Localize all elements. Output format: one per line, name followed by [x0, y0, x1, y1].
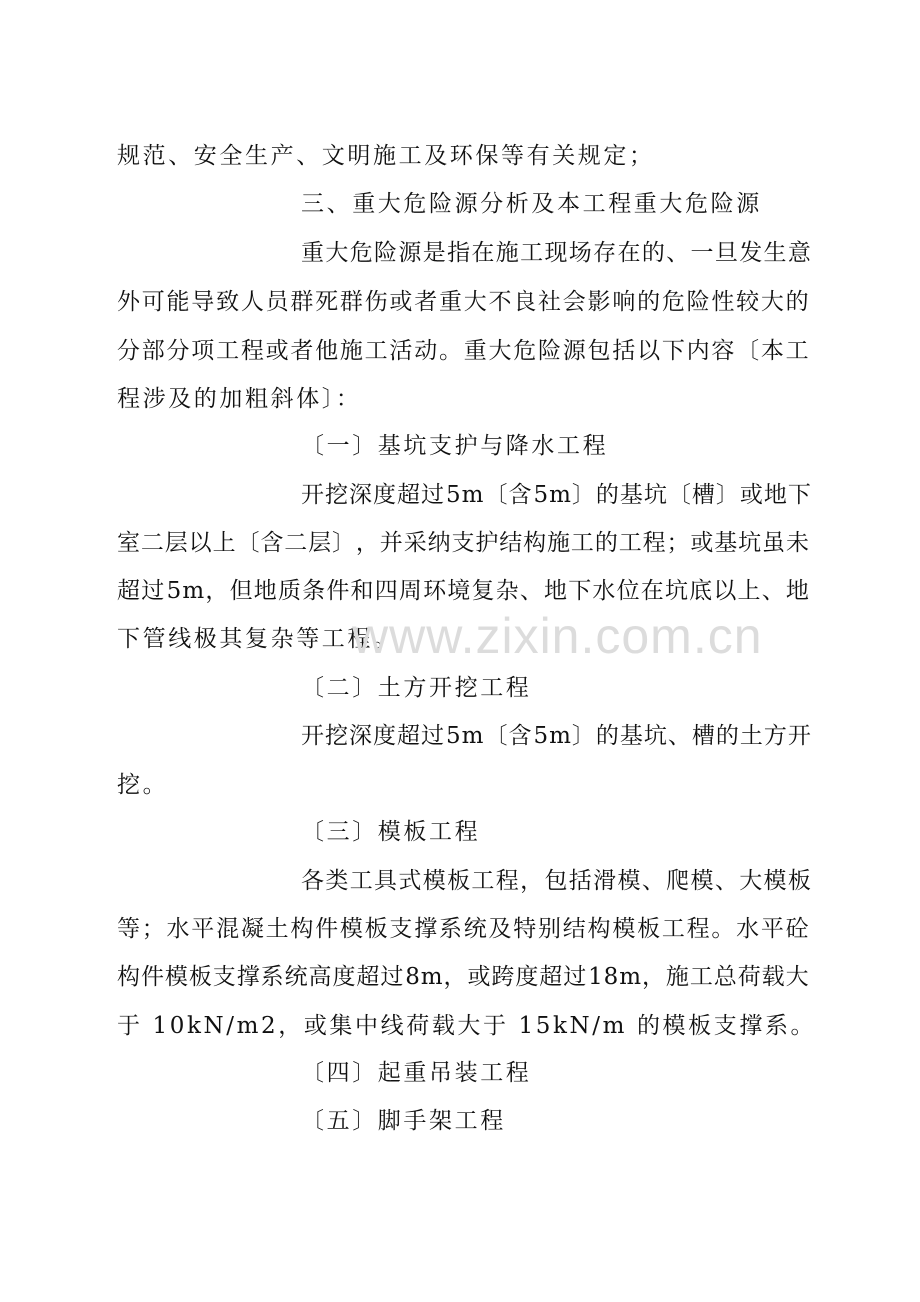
paragraph-line: 于 10kN/m2，或集中线荷载大于 15kN/m 的模板支撑系。 [117, 1013, 817, 1039]
paragraph-line: 超 过 5 m ， 但 地 质 条 件 和 四 周 环 境 复 杂 、 地 下 水 位 在 坑 底 以 上 、 地 [117, 578, 809, 604]
text-line: 规范、安全生产、文明施工及环保等有关规定； [117, 143, 655, 169]
subsection-heading: 〔二〕土方开挖工程 [301, 675, 532, 701]
paragraph-line: 下管线极其复杂等工程。 [117, 626, 399, 652]
section-heading: 三、重大危险源分析及本工程重大危险源 [301, 191, 762, 217]
paragraph-line: 等 ； 水 平 混 凝 土 构 件 模 板 支 撑 系 统 及 特 别 结 构 模 板 工 程 。 水 平 砼 [117, 916, 809, 942]
subsection-heading: 〔三〕模板工程 [301, 819, 481, 845]
watermark-text: www.zixin.com.cn [352, 608, 763, 664]
paragraph-line: 重 大 危 险 源 是 指 在 施 工 现 场 存 在 的 、 一 旦 发 生 意 [301, 240, 811, 266]
paragraph-line: 开 挖 深 度 超 过 5 m 〔 含 5 m 〕 的 基 坑 〔 槽 〕 或 地 下 [301, 482, 811, 508]
paragraph-line: 程涉及的加粗斜体〕： [117, 386, 362, 412]
paragraph-line: 挖。 [117, 772, 169, 798]
paragraph-line: 分 部 分 项 工 程 或 者 他 施 工 活 动 。 重 大 危 险 源 包 括 以 下 内 容 〔 本 工 [117, 338, 809, 364]
subsection-heading: 〔五〕脚手架工程 [301, 1108, 506, 1134]
paragraph-line: 外 可 能 导 致 人 员 群 死 群 伤 或 者 重 大 不 良 社 会 影 响 的 危 险 性 较 大 的 [117, 289, 809, 315]
paragraph-line: 构 件 模 板 支 撑 系 统 高 度 超 过 8 m ， 或 跨 度 超 过 1 8 m ， 施 工 总 荷 载 大 [117, 964, 809, 990]
paragraph-line: 室 二 层 以 上 〔 含 二 层 〕 ， 并 采 纳 支 护 结 构 施 工 的 工 程 ； 或 基 坑 虽 未 [117, 530, 809, 556]
paragraph-line: 各 类 工 具 式 模 板 工 程 ， 包 括 滑 模 、 爬 模 、 大 模 板 [301, 868, 811, 894]
subsection-heading: 〔四〕起重吊装工程 [301, 1060, 532, 1086]
paragraph-line: 开 挖 深 度 超 过 5 m 〔 含 5 m 〕 的 基 坑 、 槽 的 土 方 开 [301, 723, 811, 749]
subsection-heading: 〔一〕基坑支护与降水工程 [301, 433, 609, 459]
